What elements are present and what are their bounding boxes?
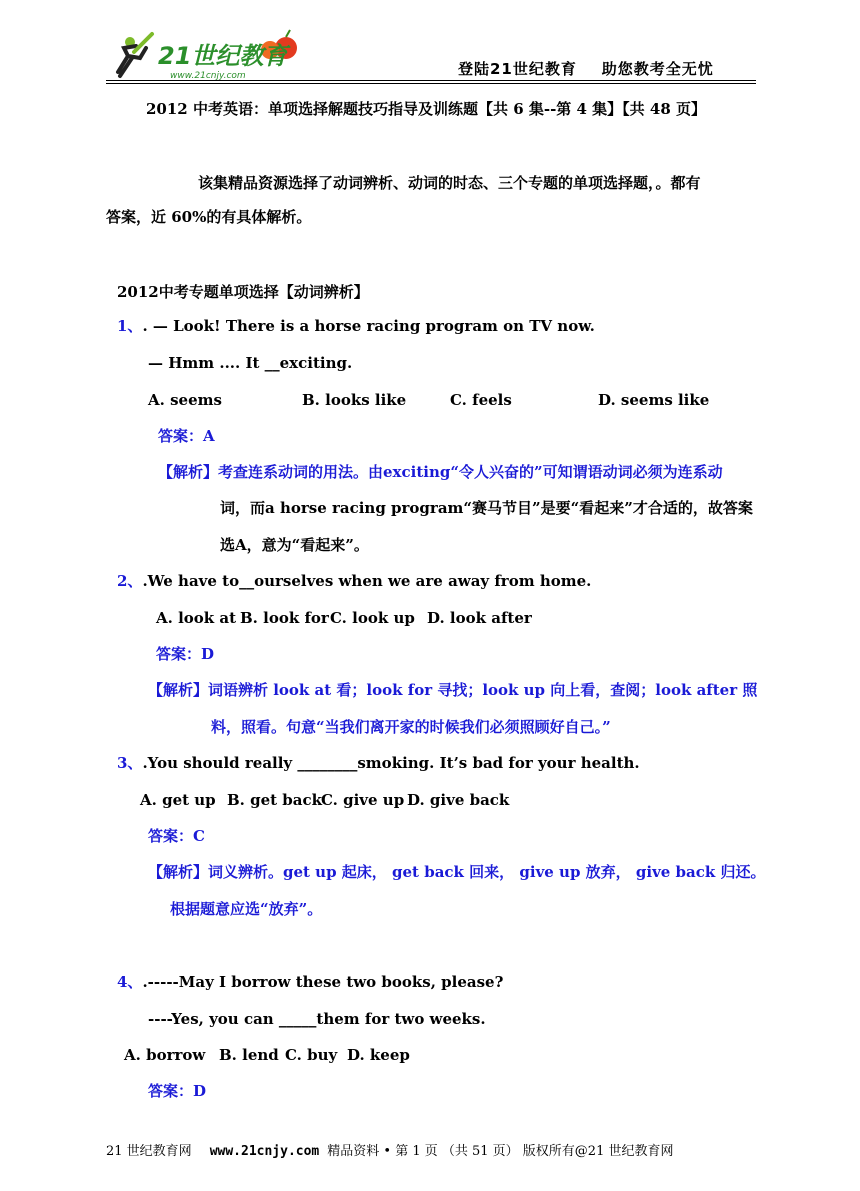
analysis-line: 【解析】词语辨析 look at 看；look for 寻找；look up 向上看，查阅；look after 照 xyxy=(148,681,758,699)
question-number: 3、 xyxy=(117,754,143,772)
analysis-line: 词，而a horse racing program“赛马节目”是要“看起来”才合适的，故答案 xyxy=(220,499,753,517)
analysis-line: 选A，意为“看起来”。 xyxy=(220,536,369,554)
question-1-prompt xyxy=(117,316,595,336)
option-b: B. lend xyxy=(219,1046,279,1064)
question-text: .-----May I borrow these two books, please? xyxy=(142,973,504,991)
question-text: .We have to__ourselves when we are away from home. xyxy=(142,572,592,590)
option-d: D. keep xyxy=(347,1046,410,1064)
logo-text: 21世纪教育 xyxy=(158,42,288,70)
option-b: B. get back xyxy=(227,791,323,809)
answer-label: 答案：A xyxy=(158,427,215,445)
header-divider-secondary xyxy=(106,83,756,84)
option-a: A. borrow xyxy=(124,1046,206,1064)
answer-label: 答案：D xyxy=(148,1082,207,1100)
footer-site-link[interactable]: www.21cnjy.com xyxy=(209,1144,320,1159)
runner-icon xyxy=(118,34,152,76)
question-3-prompt xyxy=(117,753,640,773)
question-2-prompt xyxy=(117,571,591,591)
question-4-prompt xyxy=(117,972,503,992)
answer-label: 答案：D xyxy=(156,645,215,663)
analysis-line: 【解析】词义辨析。get up 起床， get back 回来， give up 放弃， give back 归还。 xyxy=(148,863,766,881)
question-number: 1、 xyxy=(117,317,143,335)
site-logo xyxy=(110,28,310,82)
analysis-line: 根据题意应选“放弃”。 xyxy=(170,900,323,918)
question-text: . — Look! There is a horse racing program on TV now. xyxy=(142,317,595,335)
option-d: D. give back xyxy=(407,791,510,809)
intro-line-1: 该集精品资源选择了动词辨析、动词的时态、三个专题的单项选择题，。都有 xyxy=(198,174,701,192)
question-number: 4、 xyxy=(117,973,143,991)
analysis-line: 料，照看。句意“当我们离开家的时候我们必须照顾好自己。” xyxy=(211,718,611,736)
page-footer xyxy=(106,1140,673,1159)
analysis-line: 【解析】考查连系动词的用法。由exciting“令人兴奋的”可知谓语动词必须为连系动 xyxy=(158,463,723,481)
option-c: C. feels xyxy=(450,391,512,409)
footer-source: 21 世纪教育网 xyxy=(106,1144,192,1159)
option-c: C. buy xyxy=(285,1046,338,1064)
option-d: D. look after xyxy=(427,609,532,627)
section-title: 2012中考专题单项选择【动词辨析】 xyxy=(117,283,369,301)
option-c: C. look up xyxy=(330,609,415,627)
question-text: .You should really ________smoking. It’s bad for your health. xyxy=(142,754,640,772)
question-4-prompt-line-2: ----Yes, you can _____them for two weeks. xyxy=(148,1010,486,1028)
option-a: A. look at xyxy=(156,609,237,627)
option-b: B. look for xyxy=(240,609,329,627)
header-divider xyxy=(106,80,756,81)
question-number: 2、 xyxy=(117,572,143,590)
logo-url: www.21cnjy.com xyxy=(170,71,246,81)
question-1-prompt-line-2: — Hmm .... It __exciting. xyxy=(148,354,353,372)
footer-page-info: 精品资料 • 第 1 页 （共 51 页） 版权所有@21 世纪教育网 xyxy=(327,1144,674,1159)
document-title: 2012 中考英语：单项选择解题技巧指导及训练题【共 6 集--第 4 集】【共 48 页】 xyxy=(146,100,707,118)
option-c: C. give up xyxy=(321,791,405,809)
intro-line-2: 答案，近 60%的有具体解析。 xyxy=(106,208,312,226)
header-slogan: 登陆21世纪教育 助您教考全无忧 xyxy=(458,60,714,78)
option-a: A. get up xyxy=(140,791,216,809)
option-a: A. seems xyxy=(148,391,222,409)
option-d: D. seems like xyxy=(598,391,710,409)
option-b: B. looks like xyxy=(302,391,407,409)
answer-label: 答案：C xyxy=(148,827,205,845)
